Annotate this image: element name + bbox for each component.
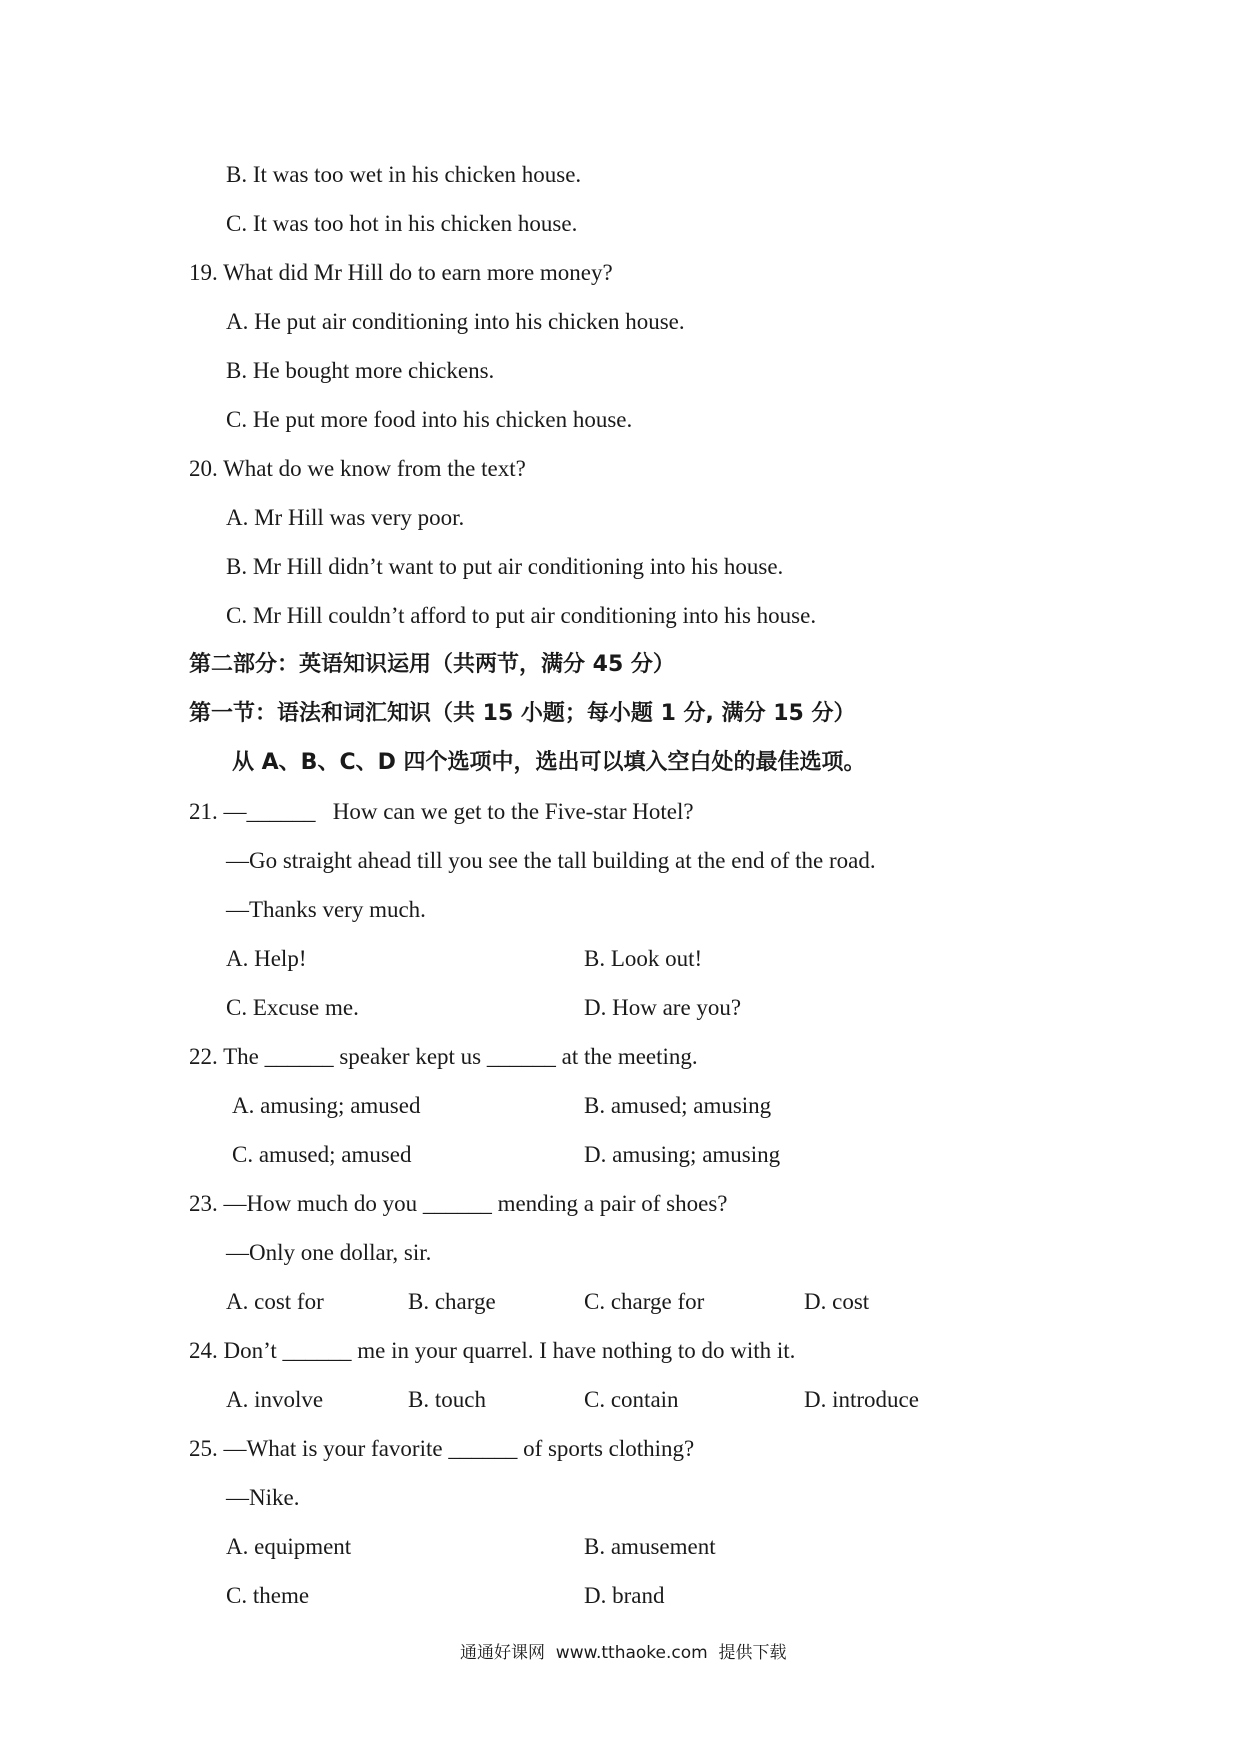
q23-option-a: A. cost for (226, 1289, 324, 1314)
q18-option-b: B. It was too wet in his chicken house. (226, 162, 582, 187)
q19-option-c: C. He put more food into his chicken house. (226, 407, 633, 432)
q25-dialogue-line2: —Nike. (226, 1485, 300, 1510)
section1-heading: 第一节：语法和词汇知识（共 15 小题；每小题 1 分, 满分 15 分） (189, 701, 856, 726)
q21-dialogue-line3: —Thanks very much. (226, 897, 426, 922)
q20-option-c: C. Mr Hill couldn’t afford to put air conditioning into his house. (226, 603, 817, 628)
q23-stem: 23. —How much do you ______ mending a pair of shoes? (189, 1191, 728, 1216)
q19-option-a: A. He put air conditioning into his chicken house. (226, 309, 685, 334)
q22-option-d: D. amusing; amusing (584, 1142, 781, 1167)
part2-heading: 第二部分：英语知识运用（共两节，满分 45 分） (189, 652, 675, 677)
q25-option-b: B. amusement (584, 1534, 716, 1559)
q20-option-b: B. Mr Hill didn’t want to put air conditioning into his house. (226, 554, 784, 579)
q20-option-a: A. Mr Hill was very poor. (226, 505, 465, 530)
q23-option-d: D. cost (804, 1289, 870, 1314)
q25-stem: 25. —What is your favorite ______ of sports clothing? (189, 1436, 695, 1461)
q21-option-c: C. Excuse me. (226, 995, 359, 1020)
q24-option-d: D. introduce (804, 1387, 919, 1412)
q18-option-c: C. It was too hot in his chicken house. (226, 211, 578, 236)
q19-stem: 19. What did Mr Hill do to earn more money? (189, 260, 613, 285)
q23-dialogue-line2: —Only one dollar, sir. (226, 1240, 432, 1265)
q21-option-b: B. Look out! (584, 946, 703, 971)
q24-option-c: C. contain (584, 1387, 679, 1412)
q21-option-a: A. Help! (226, 946, 307, 971)
q24-option-b: B. touch (408, 1387, 486, 1412)
q22-option-b: B. amused; amusing (584, 1093, 772, 1118)
q21-dialogue-line2: —Go straight ahead till you see the tall building at the end of the road. (226, 848, 876, 873)
page-footer: 通通好课网 www.tthaoke.com 提供下载 (460, 1643, 787, 1663)
q25-option-d: D. brand (584, 1583, 665, 1608)
q24-stem: 24. Don’t ______ me in your quarrel. I have nothing to do with it. (189, 1338, 796, 1363)
q25-option-a: A. equipment (226, 1534, 352, 1559)
q19-option-b: B. He bought more chickens. (226, 358, 495, 383)
q21-option-d: D. How are you? (584, 995, 742, 1020)
q25-option-c: C. theme (226, 1583, 310, 1608)
q22-stem: 22. The ______ speaker kept us ______ at the meeting. (189, 1044, 698, 1069)
q22-option-a: A. amusing; amused (232, 1093, 421, 1118)
q20-stem: 20. What do we know from the text? (189, 456, 526, 481)
q24-option-a: A. involve (226, 1387, 324, 1412)
q21-stem: 21. —______ How can we get to the Five-star Hotel? (189, 799, 694, 824)
q23-option-c: C. charge for (584, 1289, 705, 1314)
q22-option-c: C. amused; amused (232, 1142, 412, 1167)
section1-instruction: 从 A、B、C、D 四个选项中，选出可以填入空白处的最佳选项。 (232, 750, 866, 775)
q23-option-b: B. charge (408, 1289, 496, 1314)
